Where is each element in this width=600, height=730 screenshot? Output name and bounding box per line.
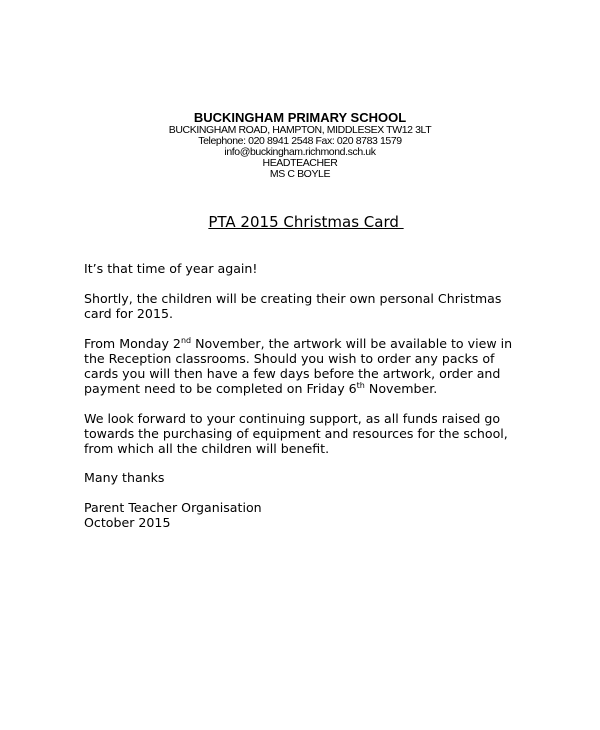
school-address: BUCKINGHAM ROAD, HAMPTON, MIDDLESEX TW12 3LT — [168, 124, 432, 136]
school-email: info@buckingham.richmond.sch.uk — [224, 146, 376, 158]
signatory: Parent Teacher Organisation — [84, 500, 262, 515]
paragraph-intro: Shortly, the children will be creating their own personal Christmas card for 2015. — [84, 291, 502, 321]
school-name: BUCKINGHAM PRIMARY SCHOOL — [193, 110, 407, 125]
letterhead — [0, 111, 600, 180]
closing: Many thanks — [84, 470, 165, 485]
signature-block — [84, 500, 262, 530]
paragraph-details: From Monday 2nd November, the artwork will be available to view in the Reception classrooms. Should you wish to order any packs of cards you will then have a few days before the artwork, order and payment need to be completed on Friday 6th November. — [84, 335, 513, 396]
document-title: PTA 2015 Christmas Card — [208, 213, 404, 231]
date: October 2015 — [84, 515, 171, 530]
paragraph-greeting: It’s that time of year again! — [84, 261, 258, 276]
school-phone-fax: Telephone: 020 8941 2548 Fax: 020 8783 1579 — [198, 135, 402, 147]
paragraph-support: We look forward to your continuing support, as all funds raised go towards the purchasing of equipment and resources for the school, from which all the children will benefit. — [84, 411, 508, 456]
headteacher-name: MS C BOYLE — [269, 168, 331, 180]
headteacher-label: HEADTEACHER — [262, 157, 338, 169]
